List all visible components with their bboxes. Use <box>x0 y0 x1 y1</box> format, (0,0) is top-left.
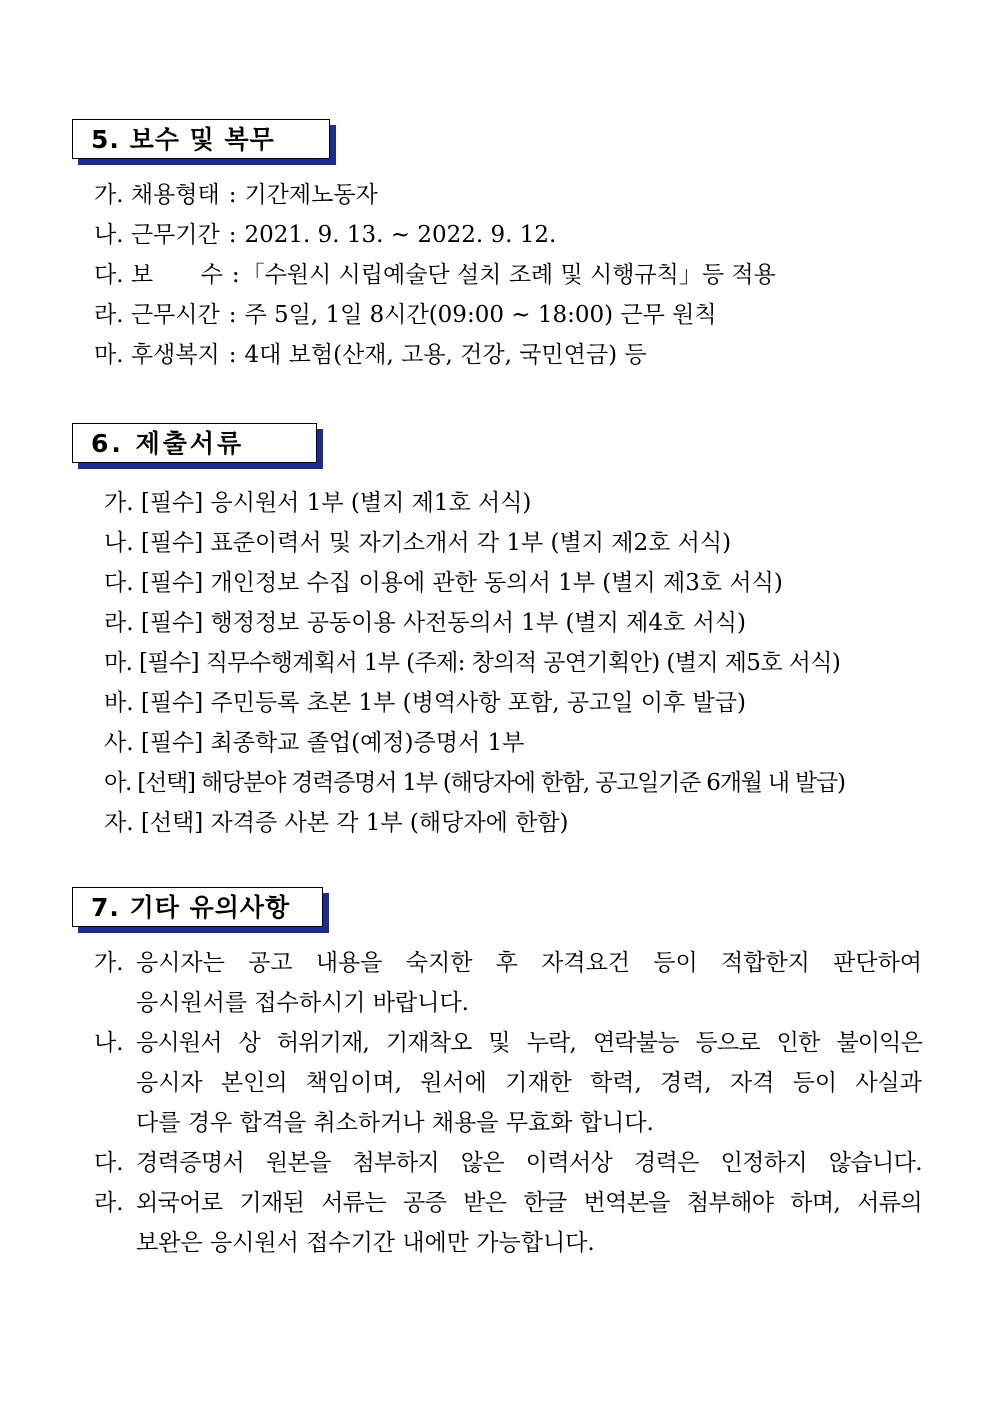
sec6-item-4: 라. [필수] 행정정보 공동이용 사전동의서 1부 (별지 제4호 서식) <box>104 610 746 636</box>
sec7-item-2-cont-1: 응시자 본인의 책임이며, 원서에 기재한 학력, 경력, 자격 등이 사실과 <box>136 1070 922 1096</box>
sec6-item-2: 나. [필수] 표준이력서 및 자기소개서 각 1부 (별지 제2호 서식) <box>104 530 732 556</box>
sec5-item-2: 나. 근무기간 : 2021. 9. 13. ~ 2022. 9. 12. <box>94 222 557 248</box>
sec7-item-1-cont: 응시원서를 접수하시기 바랍니다. <box>136 990 469 1016</box>
sec7-item-4-cont: 보완은 응시원서 접수기간 내에만 가능합니다. <box>136 1230 595 1256</box>
sec6-item-8: 아. [선택] 해당분야 경력증명서 1부 (해당자에 한함, 공고일기준 6개월 내 발급) <box>104 770 845 796</box>
sec7-item-2-cont-2: 다를 경우 합격을 취소하거나 채용을 무효화 합니다. <box>136 1110 654 1136</box>
sec6-item-9: 자. [선택] 자격증 사본 각 1부 (해당자에 한함) <box>104 810 569 836</box>
sec7-item-4: 라. 외국어로 기재된 서류는 공증 받은 한글 번역본을 첨부해야 하며, 서류의 <box>94 1190 922 1216</box>
sec6-item-1: 가. [필수] 응시원서 1부 (별지 제1호 서식) <box>104 490 532 516</box>
sec5-item-1: 가. 채용형태 : 기간제노동자 <box>94 182 378 208</box>
sec6-item-7: 사. [필수] 최종학교 졸업(예정)증명서 1부 <box>104 730 525 756</box>
sec7-item-2: 나. 응시원서 상 허위기재, 기재착오 및 누락, 연락불능 등으로 인한 불이익은 <box>94 1030 922 1056</box>
sec6-item-3: 다. [필수] 개인정보 수집 이용에 관한 동의서 1부 (별지 제3호 서식) <box>104 570 783 596</box>
section-6-heading: 6. 제출서류 <box>72 423 317 463</box>
sec6-item-6: 바. [필수] 주민등록 초본 1부 (병역사항 포함, 공고일 이후 발급) <box>104 690 746 716</box>
section-7-heading: 7. 기타 유의사항 <box>72 887 323 927</box>
section-5-heading: 5. 보수 및 복무 <box>72 119 330 159</box>
sec5-item-4: 라. 근무시간 : 주 5일, 1일 8시간(09:00 ~ 18:00) 근무 원칙 <box>94 302 717 328</box>
sec5-item-3: 다. 보 수 :「수원시 시립예술단 설치 조례 및 시행규칙」등 적용 <box>94 262 776 288</box>
sec6-item-5: 마. [필수] 직무수행계획서 1부 (주제: 창의적 공연기획안) (별지 제5호 서식) <box>104 650 841 676</box>
sec5-item-5: 마. 후생복지 : 4대 보험(산재, 고용, 건강, 국민연금) 등 <box>94 342 647 368</box>
section-7-list <box>94 943 922 1263</box>
sec7-item-3: 다. 경력증명서 원본을 첨부하지 않은 이력서상 경력은 인정하지 않습니다. <box>94 1150 922 1176</box>
sec7-item-1: 가. 응시자는 공고 내용을 숙지한 후 자격요건 등이 적합한지 판단하여 <box>94 950 922 976</box>
